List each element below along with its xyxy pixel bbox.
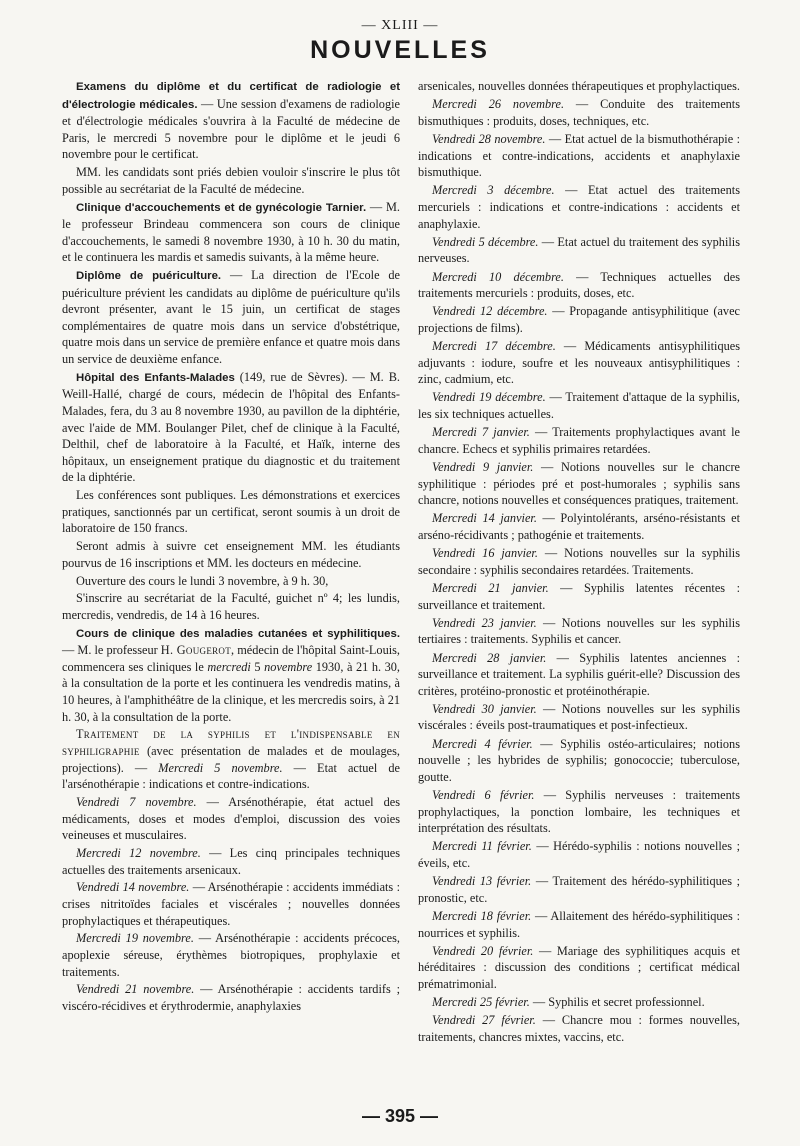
lesson-date: Vendredi 21 novembre.	[76, 982, 195, 997]
lesson-text: — Etat actuel de la bismuthothérapie : indications et contre-indications, accidents et anaphylaxie bismuthique.	[418, 131, 741, 180]
news-item-enfants-malades	[62, 369, 400, 486]
lesson-text: — Techniques actuelles des traitements mercuriels : produits, doses, etc.	[418, 269, 740, 301]
lesson-entry	[418, 303, 740, 336]
lesson-text: — Médicaments antisyphilitiques adjuvants : iodure, soufre et les nouveaux antisyphilitiques : zinc, cadmium, etc.	[418, 339, 740, 387]
lesson-date: Vendredi 19 décembre.	[432, 390, 546, 405]
lesson-entry	[62, 845, 400, 878]
lesson-date: Mercredi 12 novembre.	[76, 845, 201, 860]
item-heading: Hôpital des Enfants-Malades	[76, 371, 235, 384]
news-item-gougerot	[62, 625, 400, 726]
lesson-text: — Traitement d'attaque de la syphilis, les six techniques actuelles.	[418, 390, 740, 422]
lesson-text: — Traitements prophylactiques avant le chancre. Echecs et syphilis primaires retardées.	[418, 425, 740, 456]
lesson-date: Mercredi 7 janvier.	[432, 425, 530, 440]
lesson-text: — Hérédo-syphilis : notions nouvelles ; éveils, etc.	[418, 839, 740, 870]
news-item-radiologie	[62, 78, 400, 163]
date-label: Mercredi 5 novembre.	[158, 760, 283, 775]
lesson-text: — Mariage des syphilitiques acquis et héréditaires : discussion des conditions ; certificat médical prématrimonial.	[418, 943, 740, 991]
lesson-entry	[418, 389, 740, 422]
item-heading: Traitement de la syphilis et l'indispensable en syphiligraphie	[62, 727, 400, 759]
running-header: — XLIII —	[361, 18, 439, 33]
lesson-text: — Arsénothérapie : accidents tardifs ; viscéro-récidives et érythrodermie, anaphylaxies	[62, 982, 400, 1013]
lesson-text: — Etat actuel des traitements mercuriels : indications et contre-indications : accidents et anaphylaxie.	[418, 183, 740, 231]
lesson-date: Vendredi 27 février.	[432, 1013, 536, 1028]
paragraph: MM. les candidats sont priés debien vouloir s'inscrire le plus tôt possible au secrétariat de la Faculté de médecine.	[62, 165, 400, 196]
lesson-entry	[418, 1012, 740, 1045]
lesson-text: — Propagande antisyphilitique (avec projections de films).	[418, 304, 740, 335]
text-run: — Etat actuel de l'arsénothérapie : indications et contre-indications.	[62, 760, 400, 792]
lesson-date: Vendredi 14 novembre.	[76, 880, 190, 895]
lesson-date: Mercredi 21 janvier.	[432, 580, 549, 595]
news-item-syphilis-course	[62, 726, 400, 792]
lesson-date: Vendredi 23 janvier.	[432, 615, 537, 630]
lesson-date: Mercredi 11 février.	[432, 839, 532, 854]
person-name: H. Gougerot	[160, 643, 232, 658]
lesson-date: Mercredi 25 février.	[432, 995, 530, 1010]
left-column	[62, 78, 400, 1016]
lesson-entry	[418, 424, 740, 457]
lesson-date: Mercredi 17 décembre.	[432, 339, 556, 354]
lesson-entry	[62, 930, 400, 980]
lesson-text: — Traitement des hérédo-syphilitiques ; pronostic, etc.	[418, 874, 740, 905]
item-heading: Clinique d'accouchements et de gynécologie Tarnier.	[76, 201, 367, 214]
lesson-entry	[62, 879, 400, 929]
lesson-text: — Syphilis et secret professionnel.	[529, 995, 705, 1010]
lesson-entry	[62, 794, 400, 844]
lesson-date: Vendredi 28 novembre.	[432, 131, 546, 146]
lesson-text: — Les cinq principales techniques actuelles des traitements arsenicaux.	[62, 845, 400, 877]
lesson-date: Vendredi 7 novembre.	[76, 795, 197, 809]
lesson-entry	[418, 338, 740, 388]
lesson-date: Mercredi 18 février.	[432, 908, 532, 923]
lesson-entry	[418, 234, 740, 267]
lesson-entry	[418, 459, 740, 509]
paragraph-continuation: arsenicales, nouvelles données thérapeutiques et prophylactiques.	[418, 79, 741, 93]
lesson-date: Vendredi 30 janvier.	[432, 701, 537, 716]
lesson-text: — Allaitement des hérédo-syphilitiques : nourrices et syphilis.	[418, 908, 740, 940]
lesson-date: Mercredi 14 janvier.	[432, 511, 537, 526]
item-heading: Diplôme de puériculture.	[76, 270, 222, 283]
lesson-text: — Arsénothérapie : accidents précoces, apoplexie séreuse, érythèmes biotropiques, prophylaxie et traitements.	[62, 931, 400, 979]
item-body: — Une session d'examens de radiologie et d'électrologie médicales s'ouvrira à la Faculté de médecine de Paris, le mercredi 5 novembre pour le diplôme et le jeudi 6 novembre pour le certificat.	[62, 96, 400, 162]
lesson-text: — Notions nouvelles sur le chancre syphilitique : périodes pré et post-humorales ; syphilis sans chancre, notions nouvelles et conséquences pratiques, traitement.	[418, 460, 740, 508]
text-run: , médecin de l'hôpital Saint-Louis, commencera ses cliniques le	[62, 643, 400, 674]
lesson-text: — Notions nouvelles sur les syphilis viscérales : éveils post-traumatiques et post-infectieux.	[418, 701, 740, 733]
item-heading: Examens du diplôme et du certificat de radiologie et d'électrologie médicales.	[62, 81, 400, 111]
lesson-date: Mercredi 3 décembre.	[432, 183, 555, 198]
lesson-text: — Chancre mou : formes nouvelles, traitements, chancres mixtes, vaccins, etc.	[418, 1013, 740, 1044]
lesson-entry	[418, 873, 740, 906]
lesson-text: — Arsénothérapie : accidents immédiats : crises nitritoïdes faciales et viscérales ; nouvelles données prophylactiques et thérapeutiques.	[62, 880, 400, 928]
lesson-date: Vendredi 5 décembre.	[432, 234, 539, 249]
lesson-text: — Arsénothérapie, état actuel des médicaments, doses et modes d'emploi, discussion des voies veineuses et musculaires.	[62, 795, 400, 843]
lesson-date: Vendredi 20 février.	[432, 943, 534, 958]
lesson-entry	[418, 545, 740, 578]
lesson-text: — Syphilis nerveuses : traitements prophylactiques, la ponction lombaire, les techniques et interprétation des résultats.	[418, 788, 740, 836]
date-label: novembre	[264, 659, 313, 674]
lesson-text: — Etat actuel du traitement des syphilis nerveuses.	[418, 234, 740, 266]
text-run: 1930, à 21 h. 30, à la consultation de la porte et les continuera les vendredis matins, à 10 heures, à l'amphithéâtre de la clinique, et les mercredis soirs, à 21 h. 30, à la consultation de la porte.	[62, 659, 401, 724]
paragraph: Les conférences sont publiques. Les démonstrations et exercices pratiques, sanctionnés par un certificat, seront soumis à un droit de laboratoire de 150 francs.	[62, 488, 400, 536]
lesson-text: — Notions nouvelles sur les syphilis tertiaires : traitements. Syphilis et cancer.	[418, 615, 740, 647]
lesson-text: — Syphilis latentes récentes : surveillance et traitement.	[418, 580, 740, 612]
lesson-text: — Syphilis ostéo-articulaires; notions nouvelle ; les hybrides de syphilis; gonococcie; tuberculose, goutte.	[418, 736, 740, 784]
lesson-entry	[418, 580, 740, 613]
lesson-text: — Polyintolérants, arséno-résistants et arséno-récidivants ; pathogénie et traitements.	[418, 511, 740, 542]
lesson-entry	[418, 510, 740, 543]
lesson-entry	[418, 736, 740, 786]
lesson-text: — Syphilis latentes anciennes : surveillance et traitement. La syphilis guérit-elle? Discussion des critères, protéino-pronostic et protéinothérapie.	[418, 650, 740, 698]
lesson-entry	[418, 701, 740, 734]
item-heading: Cours de clinique des maladies cutanées et syphilitiques.	[76, 627, 400, 640]
item-body: (149, rue de Sèvres). — M. B. Weill-Hallé, chargé de cours, médecin de l'hôpital des Enfants-Malades, fera, du 3 au 8 novembre 1930, au pavillon de la diphtérie, avec l'aide de MM. Boulanger Pilet, chef de clinique à la Faculté, Delthil, chef de laboratoire à la Faculté, et Haïk, interne des hôpitaux, un enseignement pratique du diagnostic et du traitement de la diphtérie.	[62, 369, 400, 485]
paragraph: Ouverture des cours le lundi 3 novembre, à 9 h. 30,	[76, 573, 329, 588]
lesson-entry	[418, 943, 740, 993]
section-title: NOUVELLES	[310, 36, 490, 64]
paragraph: Seront admis à suivre cet enseignement MM. les étudiants pourvus de 16 inscriptions et MM. les docteurs en médecine.	[62, 539, 400, 570]
lesson-entry	[418, 838, 740, 871]
page-number: — 395 —	[361, 1106, 439, 1126]
lesson-date: Vendredi 16 janvier.	[432, 546, 538, 561]
lesson-date: Mercredi 26 novembre.	[432, 97, 565, 112]
right-column	[418, 78, 740, 1047]
item-body: — La direction de l'Ecole de puériculture prévient les candidats au diplôme de puériculture qu'ils devront présenter, avant le 15 juin, un certificat de stages complémentaires de quatre mois dans un service d'obstétrique, quatre mois dans un service de première enfance et quatre mois dans un service de deuxième enfance.	[62, 268, 400, 367]
lesson-entry	[418, 787, 740, 837]
lesson-entry	[418, 994, 740, 1011]
lesson-entry	[418, 908, 740, 941]
lesson-entry	[418, 615, 740, 648]
lesson-date: Mercredi 28 janvier.	[432, 650, 547, 665]
paragraph: S'inscrire au secrétariat de la Faculté, guichet nº 4; les lundis, mercredis, vendredis, de 14 à 16 heures.	[62, 591, 400, 622]
lesson-entry	[418, 131, 740, 181]
lesson-date: Vendredi 13 février.	[432, 874, 532, 889]
lesson-entry	[418, 650, 740, 700]
item-body: — M. le professeur Brindeau commencera son cours de clinique d'accouchements, le samedi 8 novembre 1930, à 10 h. 30 du matin, et le continuera les mardis et samedis suivants, à la même heure.	[62, 199, 400, 265]
lesson-entry	[418, 96, 740, 129]
lesson-date: Vendredi 9 janvier.	[432, 460, 534, 474]
news-item-puericulture	[62, 267, 400, 368]
text-run: — M. le professeur	[62, 643, 161, 658]
lesson-date: Vendredi 12 décembre.	[432, 304, 548, 319]
lesson-entry	[62, 981, 400, 1014]
text-run: (avec présentation de malades et de moulages, projections). —	[62, 744, 400, 775]
news-item-tarnier	[62, 199, 400, 266]
lesson-date: Mercredi 10 décembre.	[432, 269, 564, 284]
lesson-date: Mercredi 4 février.	[432, 736, 533, 751]
text-run: 5	[250, 659, 265, 674]
lesson-entry	[418, 182, 740, 232]
lesson-entry	[418, 269, 740, 302]
lesson-text: — Notions nouvelles sur la syphilis secondaire : syphilis secondaires retardées. Traitements.	[418, 546, 740, 577]
lesson-date: Mercredi 19 novembre.	[76, 931, 194, 946]
date-label: mercredi	[207, 659, 251, 674]
lesson-date: Vendredi 6 février.	[432, 788, 535, 803]
lesson-text: — Conduite des traitements bismuthiques : produits, doses, techniques, etc.	[418, 97, 740, 128]
